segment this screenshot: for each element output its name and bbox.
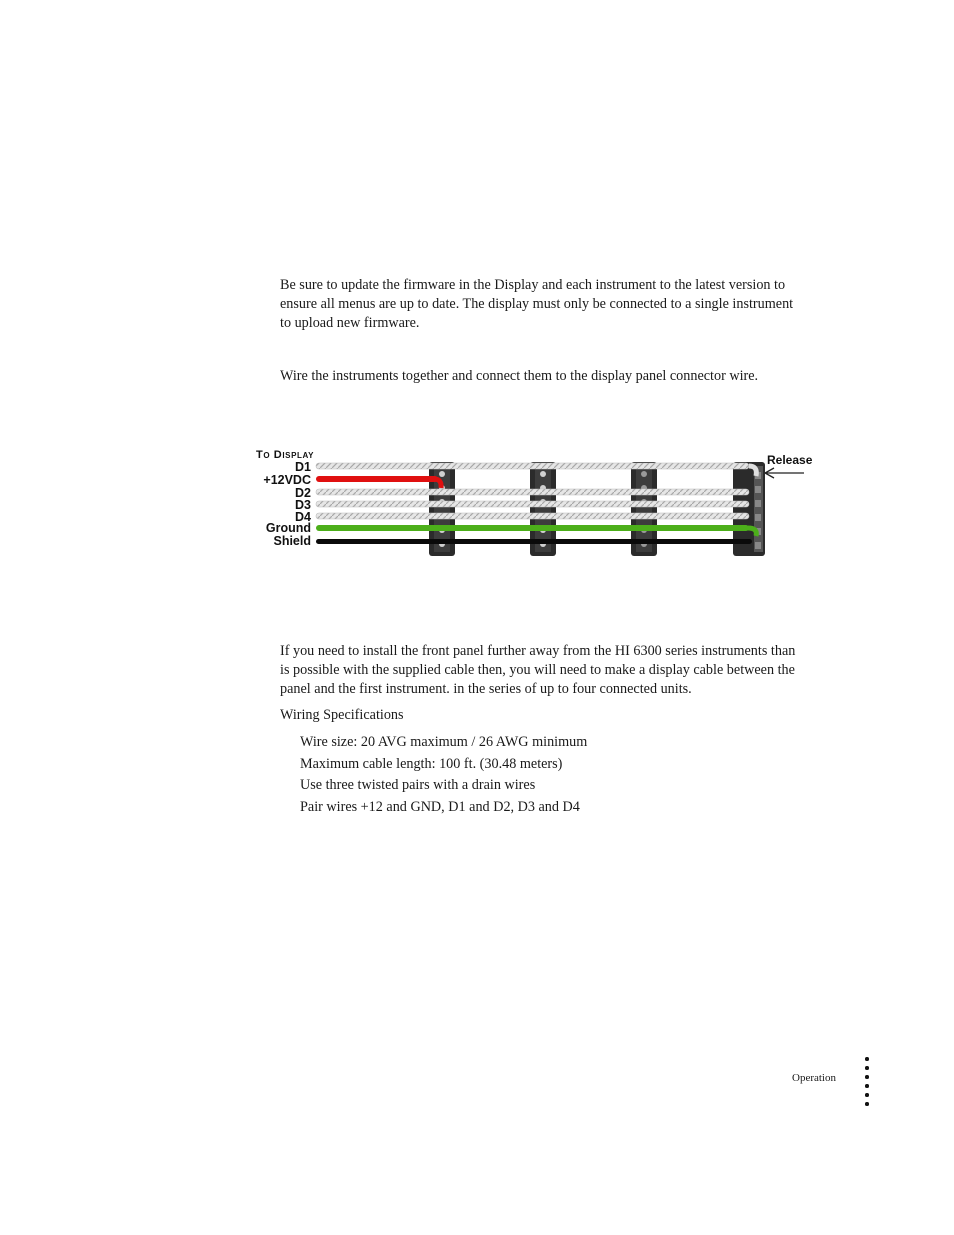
spec-list (300, 732, 587, 819)
footer-section-label: Operation (792, 1072, 836, 1084)
wire-label-12vdc: +12VDC (263, 473, 311, 487)
spec-heading: Wiring Specifications (280, 707, 404, 723)
extension-note-line: If you need to install the front panel further away from the HI 6300 series instruments than (280, 643, 796, 659)
release-arrow-icon (765, 468, 804, 478)
wire-label-d2: D2 (295, 486, 311, 500)
footer-dots-decoration (865, 1057, 871, 1111)
to-display-header: To Display (256, 449, 315, 461)
wire-label-d1: D1 (295, 460, 311, 474)
spec-item-wire-size: Wire size: 20 AVG maximum / 26 AWG minimum (300, 734, 588, 750)
extension-note-line: is possible with the supplied cable then, you will need to make a display cable between the (280, 662, 795, 678)
spec-item-twisted-pairs: Use three twisted pairs with a drain wires (300, 777, 536, 794)
wire-d4 (316, 513, 749, 519)
extension-note (280, 642, 815, 699)
wiring-diagram (254, 444, 814, 568)
firmware-note-line: Be sure to update the firmware in the Display and each instrument to the latest version to (280, 277, 786, 293)
extension-note-line: panel and the first instrument. in the series of up to four connected units. (280, 681, 692, 697)
wire-label-shield: Shield (273, 534, 311, 548)
wire-d2 (316, 489, 749, 495)
wire-d3 (316, 501, 749, 507)
spec-item-pair-wires: Pair wires +12 and GND, D1 and D2, D3 and D4 (300, 799, 580, 816)
wire-label-d3: D3 (295, 498, 311, 512)
wire-12vdc (316, 476, 441, 488)
wire-label-d4: D4 (295, 510, 311, 524)
spec-item-cable-length: Maximum cable length: 100 ft. (30.48 meters) (300, 755, 563, 772)
firmware-note-line: ensure all menus are up to date. The display must only be connected to a single instrument (280, 296, 794, 312)
wiring-instruction: Wire the instruments together and connect them to the display panel connector wire. (280, 368, 759, 384)
release-label: Release (767, 453, 813, 467)
wire-shield (316, 539, 752, 544)
firmware-note-line: to upload new firmware. (280, 315, 420, 331)
wire-label-ground: Ground (265, 521, 311, 535)
firmware-note (280, 276, 815, 333)
